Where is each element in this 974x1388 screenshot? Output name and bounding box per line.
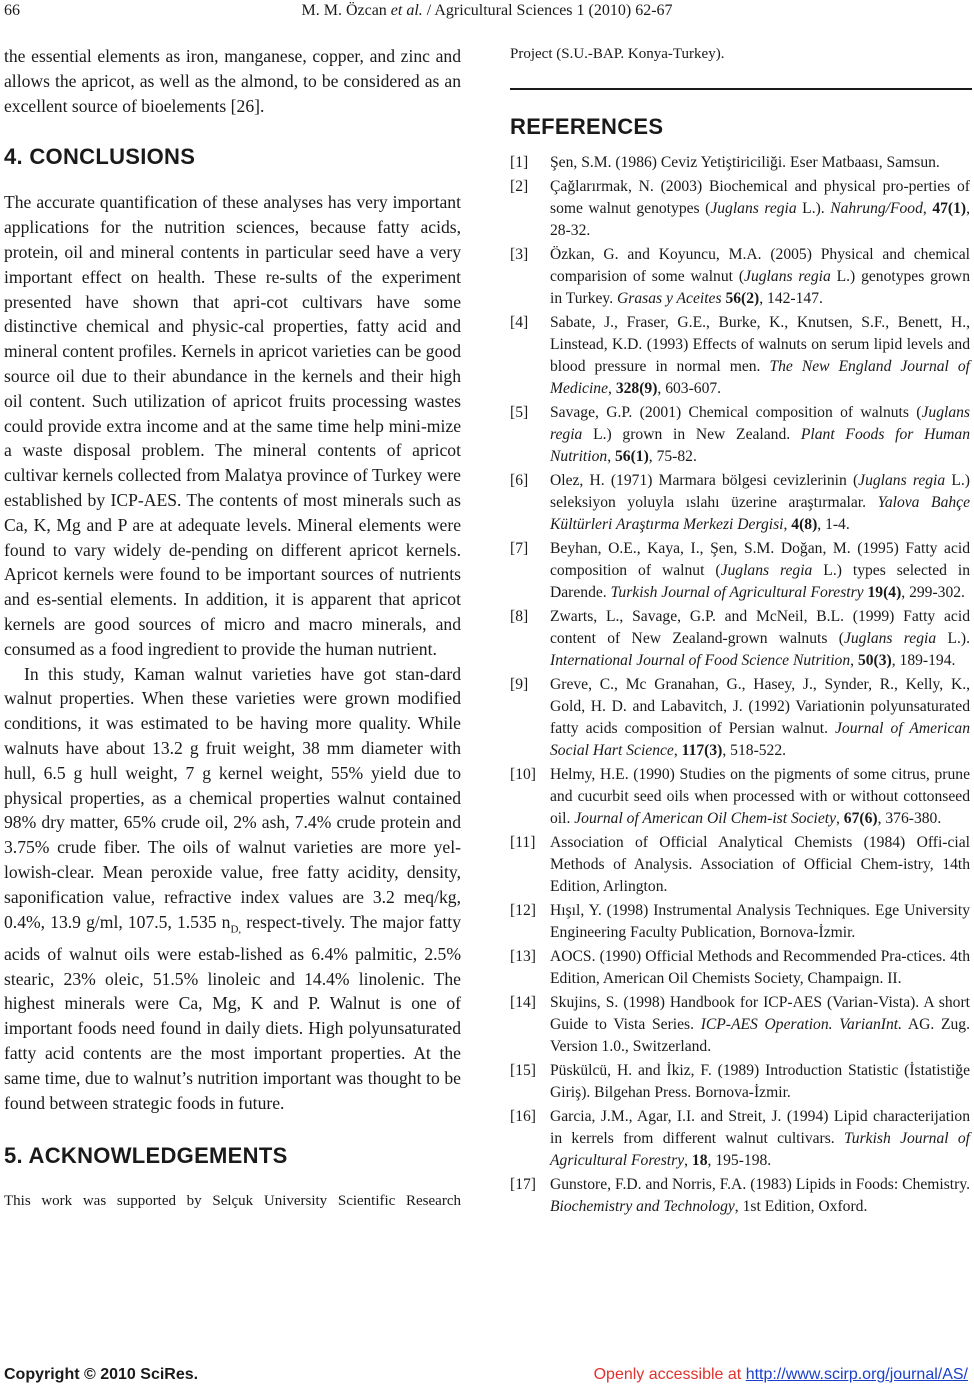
reference-item: [510, 832, 970, 898]
reference-text: ,: [850, 652, 858, 669]
reference-text: , 1-4.: [817, 516, 850, 533]
reference-text: L.) types selected in Darende.: [550, 562, 971, 601]
reference-volume: 328(9): [615, 380, 658, 397]
reference-text: Özkan, G. and Koyuncu, M.A. (2005) Physical and chemical comparision of some walnut (: [550, 246, 970, 285]
reference-item: [510, 674, 970, 762]
reference-item: [510, 1174, 970, 1218]
reference-number: [15]: [510, 1062, 536, 1079]
page-footer: [0, 1366, 974, 1388]
conclusions-heading: 4. CONCLUSIONS: [4, 144, 196, 170]
reference-text: , 518-522.: [722, 742, 787, 759]
reference-italic-text: Nahrung/Food: [830, 200, 923, 217]
reference-text: ,: [608, 380, 616, 397]
page-number: 66: [4, 2, 20, 19]
reference-text: Püskülcü, H. and İkiz, F. (1989) Introduction Statistic (İstatistiğe Giriş). Bilgehan Press. Bornova-İzmir.: [550, 1062, 970, 1101]
reference-italic-text: Juglans regia: [710, 200, 797, 217]
reference-item: [510, 946, 970, 990]
reference-text: Gunstore, F.D. and Norris, F.A. (1983) Lipids in Foods: Chemistry.: [550, 1176, 970, 1193]
reference-item: [510, 900, 970, 944]
reference-text: ,: [922, 200, 933, 217]
reference-item: [510, 402, 970, 468]
acknowledgements-heading: 5. ACKNOWLEDGEMENTS: [4, 1143, 288, 1169]
conclusions-paragraph-2: [4, 662, 461, 1116]
reference-italic-text: Juglans regia: [550, 404, 970, 443]
reference-italic-text: Biochemistry and Technology: [550, 1198, 735, 1215]
running-title-journal: / Agricultural Sciences 1 (2010) 62-67: [422, 2, 673, 19]
reference-volume: 19(4): [867, 584, 902, 601]
conclusions-paragraph-1: The accurate quantification of these analyses has very important applications for the nutrition sciences, because fatty acids, protein, oil and mineral contents in particular seed have a very important effect on health. These re-sults of the experiment presented have shown that apri-cot cultivars have some distinctive chemical and physic-cal properties, fatty acid and mineral content profiles. Kernels in apricot varieties can be good source oil due to their abundance in the kernels and their high oil content. Such utilization of apricot fruits processing wastes could provide extra income and at the same time help mini-mize a waste disposal problem. The mineral contents of apricot cultivar kernels collected from Malatya province of Turkey were established by ICP-AES. The contents of most minerals such as Ca, K, Mg and P are at adequate levels. Mineral elements were found to vary widely de-pending on different apricot kernels. Apricot kernels were found to be important sources of nutrients and es-sential elements. In addition, it is apparent that apricot kernels are good sources of micro and macro minerals, and consumed as a food ingredient to provide the human nutrient.: [4, 192, 461, 659]
reference-text: AOCS. (1990) Official Methods and Recommended Pra-ctices. 4th Edition, American Oil Chemists Society, Champaign. II.: [550, 948, 970, 987]
acknowledgements-text: This work was supported by Selçuk University Scientific Research: [4, 1193, 461, 1210]
running-title-authors: M. M. Özcan: [301, 2, 391, 19]
reference-item: [510, 538, 970, 604]
reference-italic-text: Journal of American Social Hart Science: [550, 720, 970, 759]
open-access-label: Openly accessible at: [593, 1366, 746, 1383]
references-list: [510, 152, 970, 1218]
reference-item: [510, 312, 970, 400]
reference-number: [10]: [510, 766, 536, 783]
intro-paragraph: the essential elements as iron, manganese, copper, and zinc and allows the apricot, as well as the almond, to be considered as an excellent source of bioelements [26].: [4, 46, 461, 116]
reference-number: [1]: [510, 154, 529, 171]
reference-text: ,: [684, 1152, 692, 1169]
reference-text: ,: [836, 810, 844, 827]
reference-text: L.).: [796, 200, 831, 217]
reference-text: L.) seleksiyon yoluyla ıslahı üzerine araştırmalar.: [550, 472, 970, 511]
left-column: [4, 44, 461, 1211]
reference-volume: 56(2): [725, 290, 760, 307]
reference-number: [7]: [510, 540, 529, 557]
reference-text: Savage, G.P. (2001) Chemical composition of walnuts (: [550, 404, 922, 421]
reference-italic-text: Turkish Journal of Agricultural Forestry: [550, 1130, 970, 1169]
reference-item: [510, 176, 970, 242]
running-header: [0, 0, 974, 24]
reference-item: [510, 152, 970, 174]
reference-text: L.) grown in New Zealand.: [582, 426, 801, 443]
reference-text: Helmy, H.E. (1990) Studies on the pigments of some citrus, prune and cucurbit seed oils when processed with or without cottonseed oil.: [550, 766, 970, 827]
reference-italic-text: Juglans regia: [720, 562, 813, 579]
reference-volume: 56(1): [615, 448, 649, 465]
right-column: [510, 44, 970, 1220]
reference-volume: 47(1): [932, 200, 967, 217]
reference-number: [14]: [510, 994, 536, 1011]
reference-volume: 50(3): [857, 652, 892, 669]
reference-italic-text: Yalova Bahçe Kültürleri Araştırma Merkezi Dergisi: [550, 494, 971, 533]
reference-number: [2]: [510, 178, 529, 195]
reference-text: , 142-147.: [759, 290, 823, 307]
reference-italic-text: International Journal of Food Science Nutrition: [550, 652, 851, 669]
journal-link[interactable]: http://www.scirp.org/journal/AS/: [745, 1366, 968, 1383]
reference-volume: 4(8): [791, 516, 818, 533]
acknowledgements-continuation: Project (S.U.-BAP. Konya-Turkey).: [510, 46, 725, 62]
reference-text: , 376-380.: [877, 810, 942, 827]
reference-italic-text: Juglans regia: [744, 268, 831, 285]
reference-volume: 117(3): [681, 742, 723, 759]
reference-text: Greve, C., Mc Granahan, G., Hasey, J., Synder, R., Kelly, K., Gold, H. D. and Labavitch, J. (1992) Variationin polyunsaturated fatty acids composition of Persian walnut.: [550, 676, 970, 737]
reference-text: Olez, H. (1971) Marmara bölgesi cevizlerinin (: [550, 472, 859, 489]
reference-text: Hışıl, Y. (1998) Instrumental Analysis Techniques. Ege University Engineering Faculty Publication, Bornova-İzmir.: [550, 902, 970, 941]
references-divider: [510, 88, 972, 90]
reference-text: Sabate, J., Fraser, G.E., Burke, K., Knutsen, S.F., Benett, H., Linstead, K.D. (1993) Effects of walnuts on serum lipid levels and blood pressure in normal men.: [550, 314, 970, 375]
reference-text: ,: [783, 516, 792, 533]
reference-number: [11]: [510, 834, 536, 851]
references-heading: REFERENCES: [510, 114, 664, 139]
reference-volume: 67(6): [843, 810, 878, 827]
conclusions-p2-text-a: In this study, Kaman walnut varieties have got stan-dard walnut properties. When these varieties were grown modified conditions, it was estimated to be having more quality. While walnuts have about 13.2 g fruit weight, 38 mm diameter with hull, 6.5 g hull weight, 7 g kernel weight, 55% yield due to physical properties, as a chemical properties walnut contained 98% dry matter, 65% crude oil, 2% ash, 7.4% crude protein and 3.75% crude fiber. The oils of walnut varieties are more yel-lowish-clear. Mean peroxide value, free fatty acidity, density, saponification value, refractive index values are 3.2 meq/kg, 0.4%, 13.9 g/ml, 107.5, 1.535 n: [4, 663, 461, 932]
reference-number: [13]: [510, 948, 536, 965]
reference-number: [9]: [510, 676, 529, 693]
reference-text: , 603-607.: [657, 380, 722, 397]
reference-text: Garcia, J.M., Agar, I.I. and Streit, J. (1994) Lipid characterijation in kerrels from different walnut cultivars.: [550, 1108, 970, 1147]
reference-text: AG. Zug. Version 1.0., Switzerland.: [550, 1016, 970, 1055]
reference-number: [5]: [510, 404, 529, 421]
reference-item: [510, 244, 970, 310]
open-access-notice: [594, 1366, 968, 1384]
reference-italic-text: Juglans regia: [843, 630, 937, 647]
reference-number: [6]: [510, 472, 529, 489]
reference-italic-text: Grasas y Aceites: [617, 290, 722, 307]
reference-text: Zwarts, L., Savage, G.P. and McNeil, B.L. (1999) Fatty acid content of New Zealand-grown walnuts (: [550, 608, 970, 647]
reference-italic-text: ICP-AES Operation. VarianInt.: [700, 1016, 903, 1033]
reference-text: Beyhan, O.E., Kaya, I., Şen, S.M. Doğan, M. (1995) Fatty acid composition of walnut (: [550, 540, 970, 579]
reference-text: Çağlarırmak, N. (2003) Biochemical and physical pro-perties of some walnut genotypes (: [550, 178, 970, 217]
reference-text: , 1st Edition, Oxford.: [734, 1198, 868, 1215]
reference-text: ,: [607, 448, 615, 465]
reference-text: Şen, S.M. (1986) Ceviz Yetiştiriciliği. Eser Matbaası, Samsun.: [550, 154, 940, 171]
reference-italic-text: Plant Foods for Human Nutrition: [550, 426, 970, 465]
reference-text: L.) genotypes grown in Turkey.: [550, 268, 970, 307]
reference-text: , 75-82.: [648, 448, 697, 465]
running-title: [0, 2, 974, 20]
running-title-etal: et al.: [390, 2, 423, 19]
reference-text: , 195-198.: [707, 1152, 772, 1169]
reference-number: [16]: [510, 1108, 536, 1125]
reference-italic-text: Turkish Journal of Agricultural Forestry: [610, 584, 864, 601]
reference-volume: 18: [691, 1152, 708, 1169]
conclusions-p2-subscript: D,: [230, 923, 242, 936]
reference-item: [510, 992, 970, 1058]
reference-italic-text: The New England Journal of Medicine: [550, 358, 970, 397]
reference-item: [510, 1106, 970, 1172]
reference-text: , 28-32.: [550, 200, 970, 239]
reference-text: , 189-194.: [891, 652, 956, 669]
reference-text: Association of Official Analytical Chemists (1984) Offi-cial Methods of Analysis. Association of Official Chem-istry, 14th Edition, Arlington.: [550, 834, 970, 895]
reference-number: [3]: [510, 246, 529, 263]
copyright-notice: Copyright © 2010 SciRes.: [4, 1366, 199, 1383]
conclusions-p2-text-b: respect-tively. The major fatty acids of walnut oils were estab-lished as 6.4% palmitic, 2.5% stearic, 23% oleic, 51.5% linoleic and 14.4% linolenic. The highest minerals were Ca, Mg, K and P. Walnut is one of important foods need found in daily diets. High polyunsaturated fatty acid contents are the most important properties. At the same time, due to walnut’s nutrition important was thought to be found between strategic foods in future.: [4, 911, 461, 1113]
reference-text: L.).: [936, 630, 971, 647]
reference-number: [12]: [510, 902, 536, 919]
reference-number: [8]: [510, 608, 529, 625]
reference-number: [17]: [510, 1176, 536, 1193]
reference-text: Skujins, S. (1998) Handbook for ICP-AES (Varian-Vista). A short Guide to Vista Series.: [550, 994, 970, 1033]
reference-item: [510, 470, 970, 536]
reference-italic-text: Journal of American Oil Chem-ist Society: [574, 810, 836, 827]
reference-item: [510, 764, 970, 830]
reference-item: [510, 606, 970, 672]
reference-text: ,: [673, 742, 682, 759]
reference-text: , 299-302.: [901, 584, 965, 601]
reference-number: [4]: [510, 314, 529, 331]
reference-italic-text: Juglans regia: [858, 472, 946, 489]
reference-item: [510, 1060, 970, 1104]
